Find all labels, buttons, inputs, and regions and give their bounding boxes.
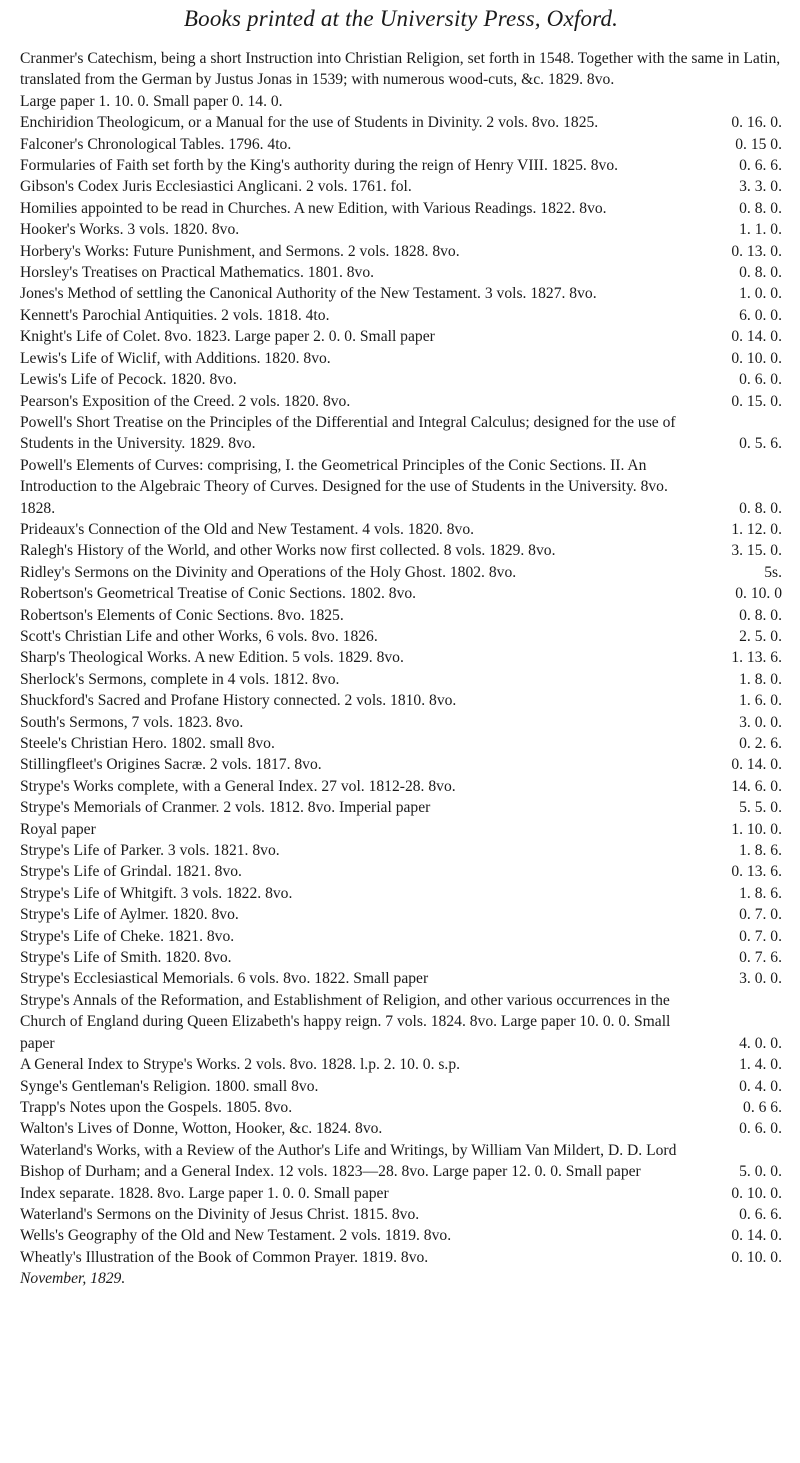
book-entry (20, 412, 782, 455)
book-entry (20, 669, 782, 690)
book-entry-price: 0. 8. 0. (739, 499, 782, 517)
book-entry-price: 1. 12. 0. (731, 520, 782, 538)
book-entry-price: 0. 14. 0. (731, 756, 782, 774)
catalogue-date: November, 1829. (20, 1270, 126, 1288)
book-entry (20, 48, 782, 91)
book-entry-price: 0. 8. 0. (739, 199, 782, 217)
book-entry-text: Synge's Gentleman's Religion. 1800. small 8vo. (20, 1077, 319, 1095)
book-entry-price: 0. 15. 0. (731, 392, 782, 410)
book-entry-price: 0. 6 6. (743, 1098, 782, 1116)
book-entry-price: 0. 14. 0. (731, 328, 782, 346)
book-entry-text: Strype's Annals of the Reformation, and Establishment of Religion, and other various occurrences in the Church of England during Queen Elizabeth's happy reign. 7 vols. 1824. 8vo. Large paper 10. 0. 0. Small paper (20, 991, 671, 1052)
book-entry-text: Formularies of Faith set forth by the King's authority during the reign of Henry VIII. 1825. 8vo. (20, 157, 619, 175)
book-entry (20, 134, 782, 155)
book-entry-text: Lewis's Life of Wiclif, with Additions. 1820. 8vo. (20, 349, 331, 367)
book-entry (20, 754, 782, 775)
book-entry (20, 1076, 782, 1097)
book-entry (20, 562, 782, 583)
book-entry-price: 0. 7. 0. (739, 906, 782, 924)
book-entry-price: 3. 0. 0. (739, 713, 782, 731)
book-entry-text: Prideaux's Connection of the Old and New Testament. 4 vols. 1820. 8vo. (20, 520, 475, 538)
book-entry-text: Strype's Life of Parker. 3 vols. 1821. 8vo. (20, 842, 280, 860)
book-entry-text: Strype's Life of Grindal. 1821. 8vo. (20, 863, 242, 881)
book-entry-text: Kennett's Parochial Antiquities. 2 vols. 1818. 4to. (20, 306, 330, 324)
book-entry-price: 0. 2. 6. (739, 735, 782, 752)
book-entry-text: Sherlock's Sermons, complete in 4 vols. 1812. 8vo. (20, 670, 340, 688)
book-entry (20, 1140, 782, 1183)
book-entry-price: 4. 0. 0. (739, 1034, 782, 1052)
book-entry-price: 5. 5. 0. (739, 799, 782, 817)
book-entry-text: Hooker's Works. 3 vols. 1820. 8vo. (20, 221, 240, 239)
book-entry-price: 1. 0. 0. (739, 285, 782, 303)
book-entry-price: 0. 4. 0. (739, 1077, 782, 1095)
book-entry (20, 112, 782, 133)
book-entry-text: Lewis's Life of Pecock. 1820. 8vo. (20, 371, 237, 389)
book-entry (20, 605, 782, 626)
book-entry-text: Steele's Christian Hero. 1802. small 8vo. (20, 735, 275, 752)
book-entry (20, 776, 782, 797)
book-entry (20, 176, 782, 197)
book-entry (20, 219, 782, 240)
book-entry (20, 1097, 782, 1118)
book-entry-text: Royal paper (20, 820, 96, 838)
book-entry-price: 5. 0. 0. (739, 1163, 782, 1181)
book-entry-price: 6. 0. 0. (739, 306, 782, 324)
book-entry-text: Ridley's Sermons on the Divinity and Operations of the Holy Ghost. 1802. 8vo. (20, 563, 517, 581)
book-entry-price: 3. 3. 0. (739, 178, 782, 196)
book-entry (20, 647, 782, 668)
book-entry (20, 198, 782, 219)
book-entry-text: Homilies appointed to be read in Churches. A new Edition, with Various Readings. 1822. 8vo. (20, 199, 607, 217)
book-entry-price: 0. 6. 6. (739, 1205, 782, 1223)
book-entry (20, 819, 782, 840)
book-entry-price: 0. 6. 0. (739, 1120, 782, 1138)
book-entry-text: Powell's Short Treatise on the Principles of the Differential and Integral Calculus; designed for the use of Students in the University. 1829. 8vo. (20, 413, 676, 453)
book-entry-text: South's Sermons, 7 vols. 1823. 8vo. (20, 713, 244, 731)
book-entry-price: 2. 5. 0. (739, 627, 782, 645)
book-entry-price: 3. 15. 0. (731, 542, 782, 560)
book-entry (20, 797, 782, 818)
book-entry-price: 0. 7. 6. (739, 949, 782, 967)
book-entry (20, 348, 782, 369)
book-entry-text: Stillingfleet's Origines Sacræ. 2 vols. 1817. 8vo. (20, 756, 322, 774)
book-entry-text: Pearson's Exposition of the Creed. 2 vols. 1820. 8vo. (20, 392, 351, 410)
book-entry-text: Knight's Life of Colet. 8vo. 1823. Large paper 2. 0. 0. Small paper (20, 328, 435, 346)
book-entry (20, 883, 782, 904)
book-entry-price: 0. 10. 0. (731, 1248, 782, 1266)
book-entry-text: Enchiridion Theologicum, or a Manual for the use of Students in Divinity. 2 vols. 8vo. 1825. (20, 114, 599, 132)
book-entry (20, 990, 782, 1054)
book-entry (20, 262, 782, 283)
book-entry-price: 0. 8. 0. (739, 606, 782, 624)
book-entry-price: 0. 15 0. (735, 135, 782, 153)
book-entry-price: 0. 13. 0. (731, 242, 782, 260)
book-entry (20, 733, 782, 754)
book-entry-price: 3. 0. 0. (739, 970, 782, 988)
book-entry (20, 1225, 782, 1246)
book-entry-price: 1. 8. 6. (739, 842, 782, 860)
book-entry (20, 155, 782, 176)
book-entry-text: Strype's Life of Whitgift. 3 vols. 1822. 8vo. (20, 884, 293, 902)
book-entry-text: Wheatly's Illustration of the Book of Common Prayer. 1819. 8vo. (20, 1248, 429, 1266)
book-entry-text: Falconer's Chronological Tables. 1796. 4to. (20, 135, 292, 153)
book-entry (20, 583, 782, 604)
book-entry (20, 1118, 782, 1139)
book-entry (20, 91, 782, 112)
book-entry-text: Wells's Geography of the Old and New Testament. 2 vols. 1819. 8vo. (20, 1227, 452, 1245)
book-entry-text: Horsley's Treatises on Practical Mathematics. 1801. 8vo. (20, 264, 375, 282)
book-entry-price: 0. 8. 0. (739, 264, 782, 282)
book-entry-price: 1. 10. 0. (731, 820, 782, 838)
book-entry (20, 326, 782, 347)
book-entry-price: 5s. (764, 563, 782, 581)
book-entry (20, 283, 782, 304)
book-entry-price: 0. 14. 0. (731, 1227, 782, 1245)
book-entry-text: Strype's Life of Aylmer. 1820. 8vo. (20, 906, 239, 924)
book-entry-text: A General Index to Strype's Works. 2 vols. 8vo. 1828. l.p. 2. 10. 0. s.p. (20, 1056, 461, 1074)
book-entry-text: Robertson's Elements of Conic Sections. 8vo. 1825. (20, 606, 344, 624)
book-entry-price: 0. 5. 6. (739, 435, 782, 453)
book-entry (20, 391, 782, 412)
book-entry-text: Waterland's Sermons on the Divinity of Jesus Christ. 1815. 8vo. (20, 1205, 420, 1223)
book-entry (20, 241, 782, 262)
book-entry-text: Ralegh's History of the World, and other Works now first collected. 8 vols. 1829. 8vo. (20, 542, 556, 560)
book-entry (20, 947, 782, 968)
book-entry-text: Gibson's Codex Juris Ecclesiastici Anglicani. 2 vols. 1761. fol. (20, 178, 412, 196)
book-entry-text: Cranmer's Catechism, being a short Instruction into Christian Religion, set forth in 1548. Together with the same in Latin, translated from the German by Justus Jonas in 1539; with numerous wood-cuts, &c. 1829. 8vo. (20, 50, 781, 89)
book-entry-price: 0. 16. 0. (731, 114, 782, 132)
book-list (20, 48, 782, 1268)
book-entry-text: Horbery's Works: Future Punishment, and Sermons. 2 vols. 1828. 8vo. (20, 242, 460, 260)
book-entry-text: Strype's Life of Smith. 1820. 8vo. (20, 949, 232, 967)
book-entry (20, 690, 782, 711)
book-entry-price: 1. 8. 0. (739, 670, 782, 688)
book-entry-text: Waterland's Works, with a Review of the Author's Life and Writings, by William Van Mildert, D. D. Lord Bishop of Durham; and a General Index. 12 vols. 1823—28. 8vo. Large paper 12. 0. 0. Small paper (20, 1141, 677, 1181)
book-entry (20, 968, 782, 989)
book-entry (20, 305, 782, 326)
book-entry (20, 926, 782, 947)
book-entry-text: Trapp's Notes upon the Gospels. 1805. 8vo. (20, 1098, 293, 1116)
book-entry (20, 1183, 782, 1204)
book-entry-text: Sharp's Theological Works. A new Edition. 5 vols. 1829. 8vo. (20, 649, 404, 667)
book-entry (20, 861, 782, 882)
book-entry (20, 455, 782, 519)
book-entry-text: Shuckford's Sacred and Profane History connected. 2 vols. 1810. 8vo. (20, 692, 457, 710)
book-entry-price: 0. 6. 6. (739, 157, 782, 175)
book-entry-price: 14. 6. 0. (731, 777, 782, 795)
page-title: Books printed at the University Press, Oxford. (183, 6, 619, 31)
book-entry (20, 904, 782, 925)
book-entry (20, 712, 782, 733)
book-entry-price: 1. 1. 0. (739, 221, 782, 239)
book-entry (20, 519, 782, 540)
book-entry (20, 540, 782, 561)
book-entry-price: 0. 10. 0 (735, 585, 782, 603)
book-entry-text: Large paper 1. 10. 0. Small paper 0. 14. 0. (20, 92, 283, 110)
book-entry-text: Jones's Method of settling the Canonical Authority of the New Testament. 3 vols. 1827. 8vo. (20, 285, 597, 303)
book-entry-text: Strype's Ecclesiastical Memorials. 6 vols. 8vo. 1822. Small paper (20, 970, 429, 988)
book-entry-text: Powell's Elements of Curves: comprising, I. the Geometrical Principles of the Conic Sections. II. An Introduction to the Algebraic Theory of Curves. Designed for the use of Students in the University. 8vo. 1828. (20, 456, 668, 517)
book-entry (20, 1204, 782, 1225)
book-entry-price: 0. 6. 0. (739, 371, 782, 389)
book-entry-price: 1. 13. 6. (731, 649, 782, 667)
book-entry-text: Strype's Memorials of Cranmer. 2 vols. 1812. 8vo. Imperial paper (20, 799, 431, 817)
book-entry (20, 1247, 782, 1268)
book-entry (20, 626, 782, 647)
book-entry-price: 0. 10. 0. (731, 1184, 782, 1202)
book-entry-text: Robertson's Geometrical Treatise of Conic Sections. 1802. 8vo. (20, 585, 417, 603)
book-entry-text: Index separate. 1828. 8vo. Large paper 1. 0. 0. Small paper (20, 1184, 389, 1202)
book-entry-text: Walton's Lives of Donne, Wotton, Hooker, &c. 1824. 8vo. (20, 1120, 383, 1138)
book-entry-price: 0. 10. 0. (731, 349, 782, 367)
book-entry-price: 0. 7. 0. (739, 927, 782, 945)
book-entry (20, 1054, 782, 1075)
book-entry-text: Strype's Life of Cheke. 1821. 8vo. (20, 927, 235, 945)
book-entry-price: 0. 13. 6. (731, 863, 782, 881)
book-entry-text: Scott's Christian Life and other Works, 6 vols. 8vo. 1826. (20, 627, 378, 645)
book-entry-text: Strype's Works complete, with a General Index. 27 vol. 1812-28. 8vo. (20, 777, 456, 795)
book-entry-price: 1. 8. 6. (739, 884, 782, 902)
book-entry (20, 840, 782, 861)
book-entry-price: 1. 4. 0. (739, 1056, 782, 1074)
book-entry (20, 369, 782, 390)
book-entry-price: 1. 6. 0. (739, 692, 782, 710)
